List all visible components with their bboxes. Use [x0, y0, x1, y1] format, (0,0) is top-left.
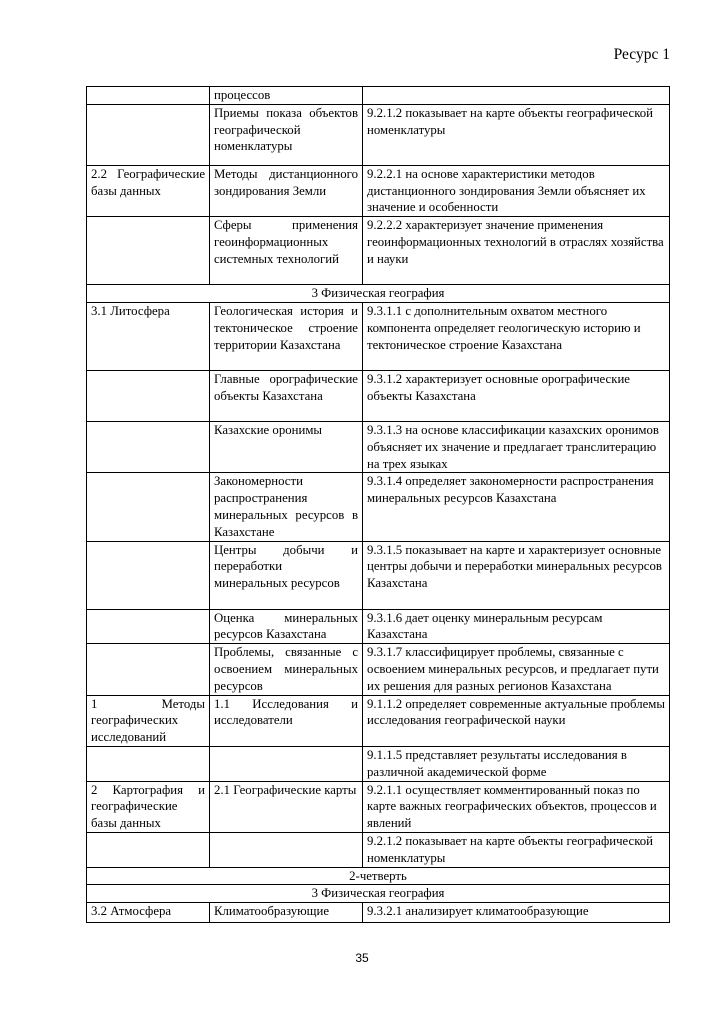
topic-cell [210, 746, 363, 781]
objective-cell: 9.2.1.2 показывает на карте объекты географической номенклатуры [363, 832, 670, 867]
section-cell [87, 104, 210, 165]
section-cell [87, 541, 210, 609]
table-row [87, 644, 670, 695]
topic-cell: Климатообразующие [210, 903, 363, 923]
table-row [87, 903, 670, 923]
section-heading: 3 Физическая география [87, 285, 670, 303]
table-row [87, 302, 670, 370]
objective-cell: 9.2.1.1 осуществляет комментированный показ по карте важных географических объектов, процессов и явлений [363, 781, 670, 832]
topic-cell: Приемы показа объектов географической номенклатуры [210, 104, 363, 165]
topic-cell: Оценка минеральных ресурсов Казахстана [210, 609, 363, 644]
table-row [87, 104, 670, 165]
page-number: 35 [355, 951, 369, 965]
objective-cell: 9.3.1.4 определяет закономерности распространения минеральных ресурсов Казахстана [363, 473, 670, 541]
section-cell [87, 746, 210, 781]
table-row [87, 609, 670, 644]
table-row [87, 473, 670, 541]
objective-cell: 9.2.1.2 показывает на карте объекты географической номенклатуры [363, 104, 670, 165]
objective-cell: 9.3.1.3 на основе классификации казахских оронимов объясняет их значение и предлагает транслитерацию на трех языках [363, 421, 670, 472]
table-row [87, 746, 670, 781]
resource-label: Ресурс 1 [613, 46, 670, 63]
table-row [87, 541, 670, 609]
topic-cell: процессов [210, 87, 363, 105]
section-cell: 2 Картография и географические базы данных [87, 781, 210, 832]
objective-cell: 9.2.2.2 характеризует значение применения геоинформационных технологий в отраслях хозяйства и науки [363, 217, 670, 285]
objective-cell: 9.3.2.1 анализирует климатообразующие [363, 903, 670, 923]
topic-cell: Методы дистанционного зондирования Земли [210, 165, 363, 216]
objective-cell: 9.1.1.5 представляет результаты исследования в различной академической форме [363, 746, 670, 781]
topic-cell: Казахские оронимы [210, 421, 363, 472]
topic-cell: Закономерности распространения минеральных ресурсов в Казахстане [210, 473, 363, 541]
table-row [87, 885, 670, 903]
table-row [87, 867, 670, 885]
topic-cell: Геологическая история и тектоническое строение территории Казахстана [210, 302, 363, 370]
section-cell [87, 87, 210, 105]
topic-cell [210, 832, 363, 867]
objective-cell: 9.3.1.1 с дополнительным охватом местного компонента определяет геологическую историю и тектоническое строение Казахстана [363, 302, 670, 370]
objective-cell: 9.3.1.2 характеризует основные орографические объекты Казахстана [363, 370, 670, 421]
topic-cell: Центры добычи и переработки минеральных ресурсов [210, 541, 363, 609]
table-row [87, 832, 670, 867]
objective-cell: 9.3.1.5 показывает на карте и характеризует основные центры добычи и переработки минеральных ресурсов Казахстана [363, 541, 670, 609]
section-cell: 3.2 Атмосфера [87, 903, 210, 923]
table-row [87, 285, 670, 303]
section-cell [87, 644, 210, 695]
table-row [87, 165, 670, 216]
section-cell [87, 421, 210, 472]
section-cell [87, 370, 210, 421]
table-row [87, 87, 670, 105]
section-cell [87, 832, 210, 867]
curriculum-table [86, 86, 670, 923]
table-row [87, 421, 670, 472]
objective-cell [363, 87, 670, 105]
section-heading: 2-четверть [87, 867, 670, 885]
topic-cell: Сферы применения геоинформационных системных технологий [210, 217, 363, 285]
section-cell: 1 Методы географических исследований [87, 695, 210, 746]
topic-cell: 2.1 Географические карты [210, 781, 363, 832]
table-row [87, 370, 670, 421]
topic-cell: Главные орографические объекты Казахстана [210, 370, 363, 421]
table-row [87, 781, 670, 832]
topic-cell: Проблемы, связанные с освоением минеральных ресурсов [210, 644, 363, 695]
section-cell [87, 473, 210, 541]
objective-cell: 9.2.2.1 на основе характеристики методов дистанционного зондирования Земли объясняет их значение и особенности [363, 165, 670, 216]
table-row [87, 217, 670, 285]
objective-cell: 9.3.1.6 дает оценку минеральным ресурсам Казахстана [363, 609, 670, 644]
section-cell: 2.2 Географические базы данных [87, 165, 210, 216]
section-cell [87, 609, 210, 644]
section-cell: 3.1 Литосфера [87, 302, 210, 370]
objective-cell: 9.1.1.2 определяет современные актуальные проблемы исследования географической науки [363, 695, 670, 746]
section-heading: 3 Физическая география [87, 885, 670, 903]
table-row [87, 695, 670, 746]
topic-cell: 1.1 Исследования и исследователи [210, 695, 363, 746]
objective-cell: 9.3.1.7 классифицирует проблемы, связанные с освоением минеральных ресурсов, и предлагает пути их решения для разных регионов Казахстана [363, 644, 670, 695]
section-cell [87, 217, 210, 285]
